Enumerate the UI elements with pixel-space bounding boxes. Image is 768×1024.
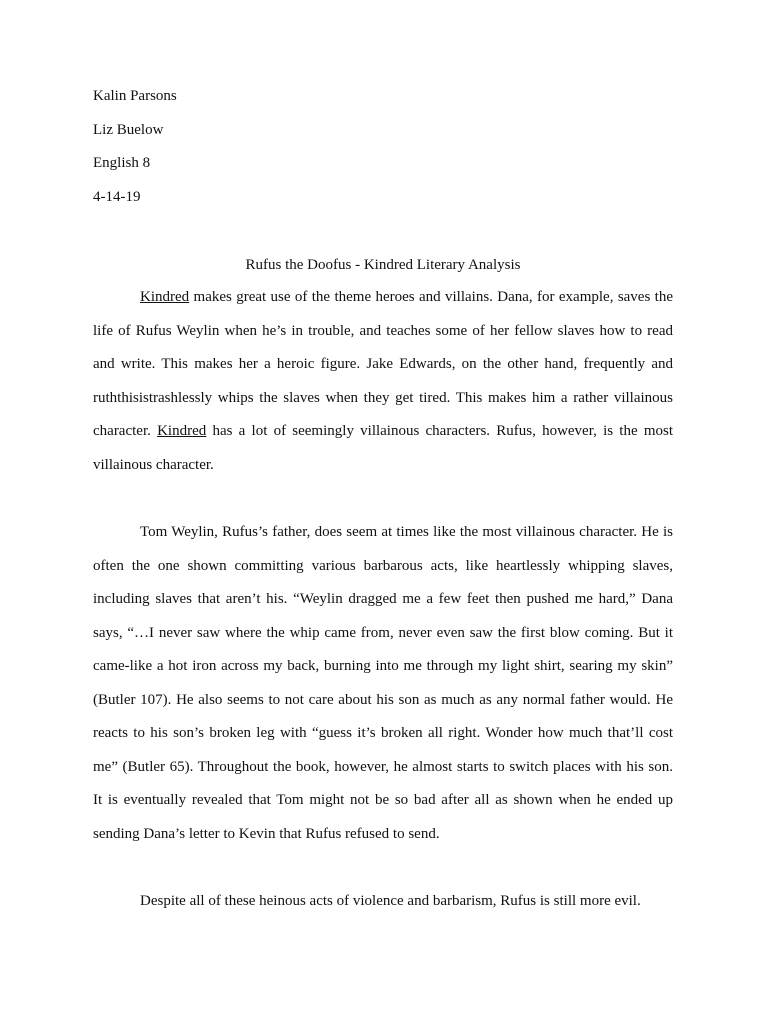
- book-title: Kindred: [140, 289, 190, 305]
- student-name: Kalin Parsons: [93, 88, 177, 104]
- teacher-name: Liz Buelow: [93, 121, 164, 138]
- essay-title: Rufus the Doofus - Kindred Literary Analysis: [245, 257, 521, 273]
- paragraph-3: Despite all of these heinous acts of violence and barbarism, Rufus is still more evil.: [140, 893, 641, 909]
- paragraph-1-text-a: makes great use of the theme heroes and villains. Dana, for example, saves the life of Rufus Weylin when he’s in trouble, and teaches some of her fellow slaves how to read and write. This makes her a heroic figure. Jake Edwards, on the other hand, frequently and ruththisistrashlessly whips the slaves when they get tired. This makes him a rather villainous character.: [93, 289, 673, 439]
- essay-date: 4-14-19: [93, 188, 141, 205]
- essay-header: [93, 86, 177, 220]
- paragraph-2: Tom Weylin, Rufus’s father, does seem at times like the most villainous character. He is often the one shown committing various barbarous acts, like heartlessly whipping slaves, including slaves that aren’t his. “Weylin dragged me a few feet then pushed me hard,” Dana says, “…I never saw where the whip came from, never even saw the first blow coming. But it came-like a hot iron across my back, burning into me through my light shirt, searing my skin” (Butler 107). He also seems to not care about his son as much as any normal father would. He reacts to his son’s broken leg with “guess it’s broken all right. Wonder how much that’ll cost me” (Butler 65). Throughout the book, however, he almost starts to switch places with his son. It is eventually revealed that Tom might not be so bad after all as shown when he ended up sending Dana’s letter to Kevin that Rufus refused to send.: [93, 524, 673, 842]
- book-title: Kindred: [157, 423, 207, 439]
- paragraph-1: [93, 281, 673, 482]
- paragraph-1-text-b: has a lot of seemingly villainous characters. Rufus, however, is the most villainous character.: [93, 423, 673, 473]
- course-name: English 8: [93, 155, 151, 171]
